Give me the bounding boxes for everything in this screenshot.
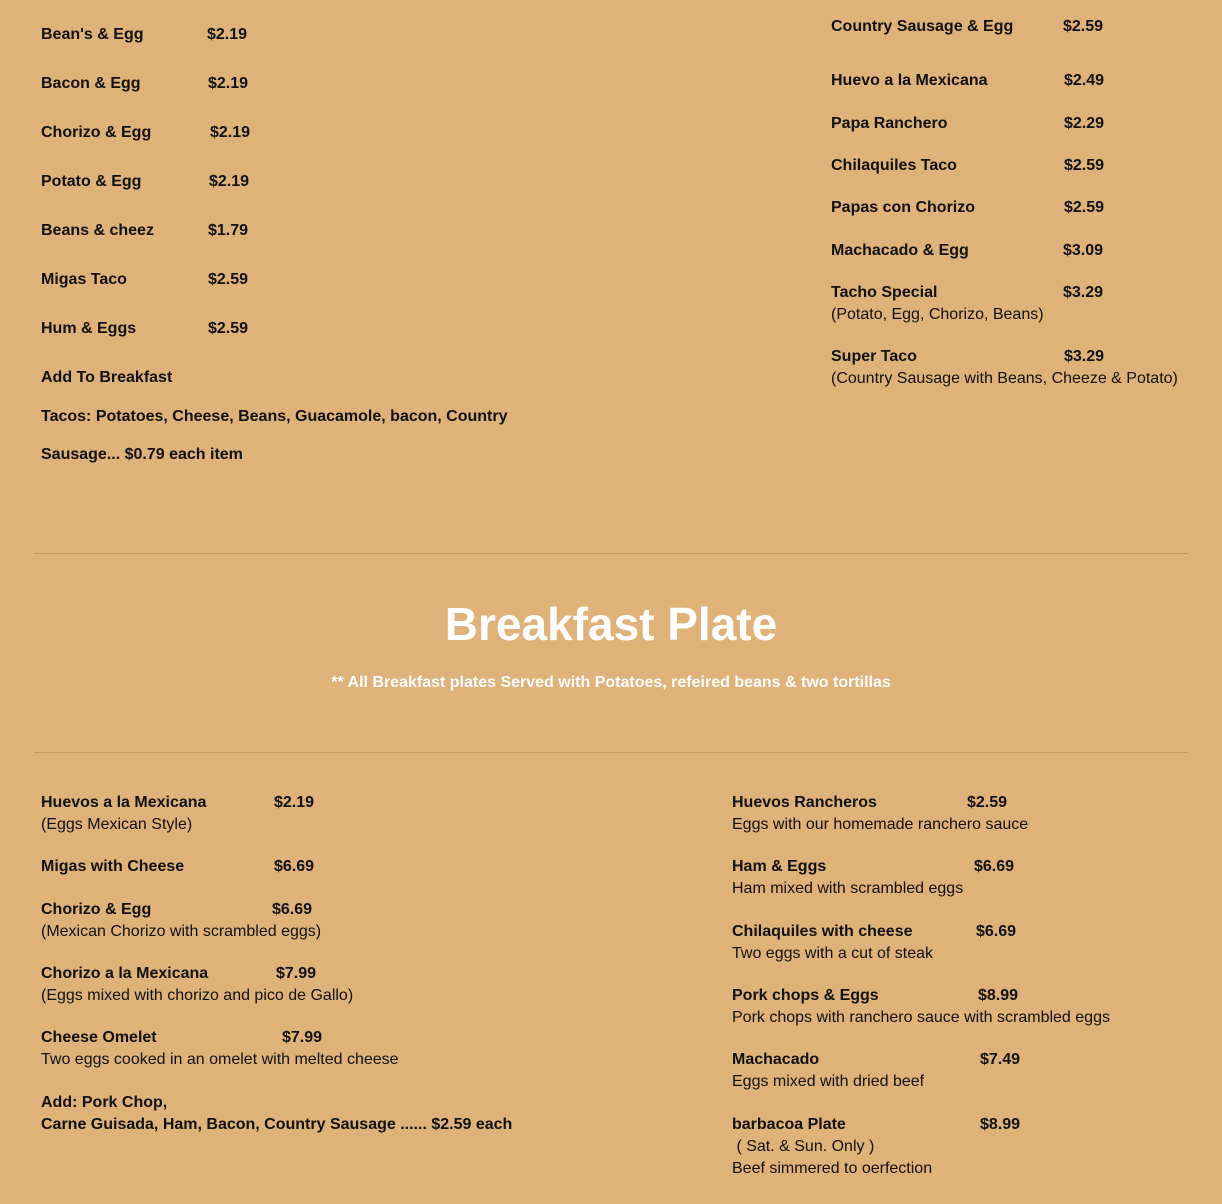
menu-item-description: Beef simmered to oerfection [732, 1160, 933, 1177]
menu-item-description: Ham mixed with scrambled eggs [732, 880, 964, 897]
menu-item-name: Migas with Cheese [41, 858, 185, 875]
menu-item-price: $6.69 [976, 923, 1017, 940]
menu-item-price: $8.99 [978, 987, 1019, 1004]
menu-item-price: $1.79 [208, 222, 249, 239]
menu-item-name: Chorizo a la Mexicana [41, 965, 209, 982]
menu-item-price: $2.29 [1064, 115, 1105, 132]
menu-item-price: $8.99 [980, 1116, 1021, 1133]
section-divider [34, 752, 1188, 753]
menu-item-price: $6.69 [974, 858, 1015, 875]
menu-item-price: $7.49 [980, 1051, 1021, 1068]
menu-item-name: Machacado & Egg [831, 242, 969, 259]
menu-item-price: $2.49 [1064, 72, 1105, 89]
menu-item-price: $6.69 [272, 901, 313, 918]
menu-item-name: Papa Ranchero [831, 115, 948, 132]
menu-item-name: Bacon & Egg [41, 75, 141, 92]
menu-item-name: Machacado [732, 1051, 820, 1068]
menu-item-price: $2.59 [1064, 199, 1105, 216]
menu-item-name: Tacho Special [831, 284, 938, 301]
menu-item-description: ( Sat. & Sun. Only ) [732, 1138, 875, 1155]
menu-item-name: Papas con Chorizo [831, 199, 976, 216]
section-divider [34, 553, 1188, 554]
menu-item-name: Chorizo & Egg [41, 124, 152, 141]
menu-item-price: $3.09 [1063, 242, 1104, 259]
add-to-breakfast-line: Sausage... $0.79 each item [41, 446, 243, 463]
menu-item-price: $3.29 [1063, 284, 1104, 301]
menu-item-price: $2.19 [209, 173, 250, 190]
menu-item-description: Pork chops with ranchero sauce with scrambled eggs [732, 1009, 1110, 1026]
add-to-breakfast-heading: Add To Breakfast [41, 369, 173, 386]
menu-item-name: Bean's & Egg [41, 26, 144, 43]
add-to-breakfast-line: Tacos: Potatoes, Cheese, Beans, Guacamole, bacon, Country [41, 408, 508, 425]
menu-item-name: Huevos Rancheros [732, 794, 877, 811]
plates-add-line: Carne Guisada, Ham, Bacon, Country Sausage ...... $2.59 each [41, 1116, 513, 1133]
menu-item-price: $7.99 [276, 965, 317, 982]
section-title: Breakfast Plate [444, 598, 778, 650]
menu-item-name: Huevo a la Mexicana [831, 72, 988, 89]
menu-item-name: Hum & Eggs [41, 320, 137, 337]
menu-item-name: Beans & cheez [41, 222, 154, 239]
menu-item-name: Cheese Omelet [41, 1029, 157, 1046]
menu-item-price: $3.29 [1064, 348, 1105, 365]
menu-item-description: (Mexican Chorizo with scrambled eggs) [41, 923, 322, 940]
menu-item-name: barbacoa Plate [732, 1116, 846, 1133]
menu-item-name: Chorizo & Egg [41, 901, 152, 918]
menu-item-price: $7.99 [282, 1029, 323, 1046]
menu-item-description: Eggs with our homemade ranchero sauce [732, 816, 1029, 833]
section-subtitle: ** All Breakfast plates Served with Potatoes, refeired beans & two tortillas [331, 674, 891, 691]
plates-add-line: Add: Pork Chop, [41, 1094, 168, 1111]
menu-item-description: Two eggs cooked in an omelet with melted cheese [41, 1051, 399, 1068]
menu-item-price: $2.19 [210, 124, 251, 141]
menu-item-price: $2.59 [1064, 157, 1105, 174]
menu-item-name: Chilaquiles with cheese [732, 923, 913, 940]
menu-item-name: Super Taco [831, 348, 917, 365]
menu-item-price: $2.19 [208, 75, 249, 92]
menu-item-name: Country Sausage & Egg [831, 18, 1014, 35]
menu-item-price: $2.59 [208, 320, 249, 337]
menu-item-description: (Country Sausage with Beans, Cheeze & Potato) [831, 370, 1178, 387]
menu-item-name: Huevos a la Mexicana [41, 794, 207, 811]
menu-item-name: Chilaquiles Taco [831, 157, 957, 174]
menu-item-description: Eggs mixed with dried beef [732, 1073, 925, 1090]
menu-item-name: Pork chops & Eggs [732, 987, 879, 1004]
menu-item-description: (Potato, Egg, Chorizo, Beans) [831, 306, 1044, 323]
menu-item-description: Two eggs with a cut of steak [732, 945, 933, 962]
menu-item-description: (Eggs mixed with chorizo and pico de Gallo) [41, 987, 354, 1004]
menu-item-price: $2.59 [208, 271, 249, 288]
menu-item-description: (Eggs Mexican Style) [41, 816, 193, 833]
menu-item-name: Migas Taco [41, 271, 127, 288]
menu-item-price: $2.59 [967, 794, 1008, 811]
menu-item-name: Potato & Egg [41, 173, 142, 190]
menu-item-price: $2.59 [1063, 18, 1104, 35]
menu-item-price: $2.19 [207, 26, 248, 43]
menu-item-price: $2.19 [274, 794, 315, 811]
menu-item-price: $6.69 [274, 858, 315, 875]
menu-item-name: Ham & Eggs [732, 858, 827, 875]
